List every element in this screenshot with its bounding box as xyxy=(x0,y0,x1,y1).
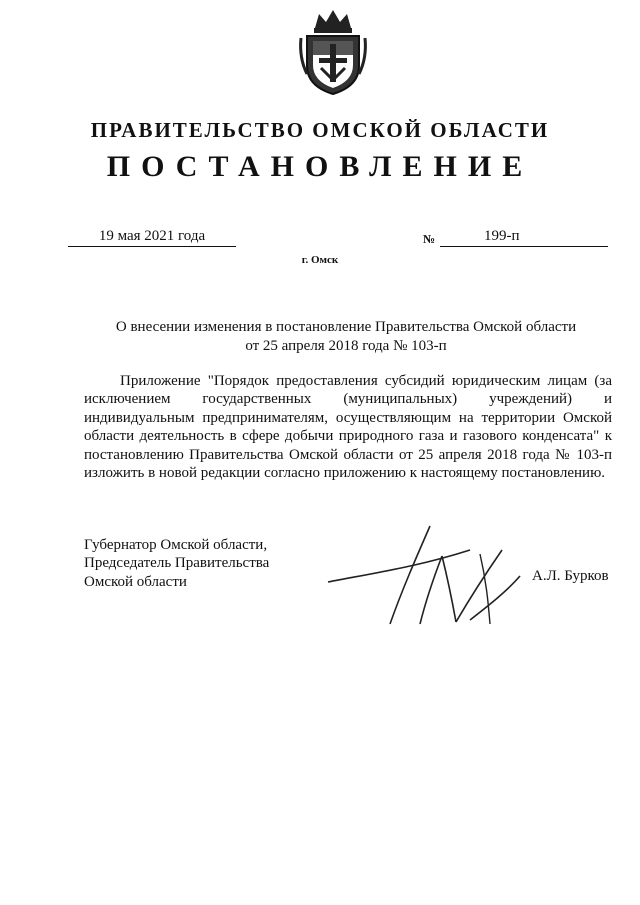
subject-line-1: О внесении изменения в постановление Правительства Омской области xyxy=(115,319,577,335)
handwritten-signature-icon xyxy=(320,520,540,630)
omsk-coat-of-arms-icon xyxy=(297,8,369,96)
document-number: 199-п xyxy=(484,228,520,244)
signer-title xyxy=(84,536,269,591)
signer-title-line-1: Губернатор Омской области, xyxy=(84,537,268,553)
signer-name: А.Л. Бурков xyxy=(532,568,609,584)
signer-title-line-3: Омской области xyxy=(84,573,187,590)
subject-line-2: от 25 апреля 2018 года № 103-п xyxy=(245,338,447,354)
document-body: Приложение "Порядок предоставления субсидий юридическим лицам (за исключением государственных (муниципальных) учреждений) и индивидуальным предпринимателям, осуществляющим на территории Омской области деятельность в сфере добычи природного газа и газового конденсата" к постановлению Правительства Омской области от 25 апреля 2018 года № 103-п изложить в новой редакции согласно приложению к настоящему постановлению. xyxy=(84,373,612,482)
city-label: г. Омск xyxy=(301,254,339,266)
document-type-title: ПОСТАНОВЛЕНИЕ xyxy=(106,150,534,183)
document-date: 19 мая 2021 года xyxy=(68,228,236,247)
document-subject xyxy=(80,318,612,356)
organization-title: ПРАВИТЕЛЬСТВО ОМСКОЙ ОБЛАСТИ xyxy=(90,118,550,142)
document-number-field xyxy=(440,228,608,247)
number-sign: № xyxy=(423,232,436,246)
signer-title-line-2: Председатель Правительства xyxy=(84,555,270,572)
